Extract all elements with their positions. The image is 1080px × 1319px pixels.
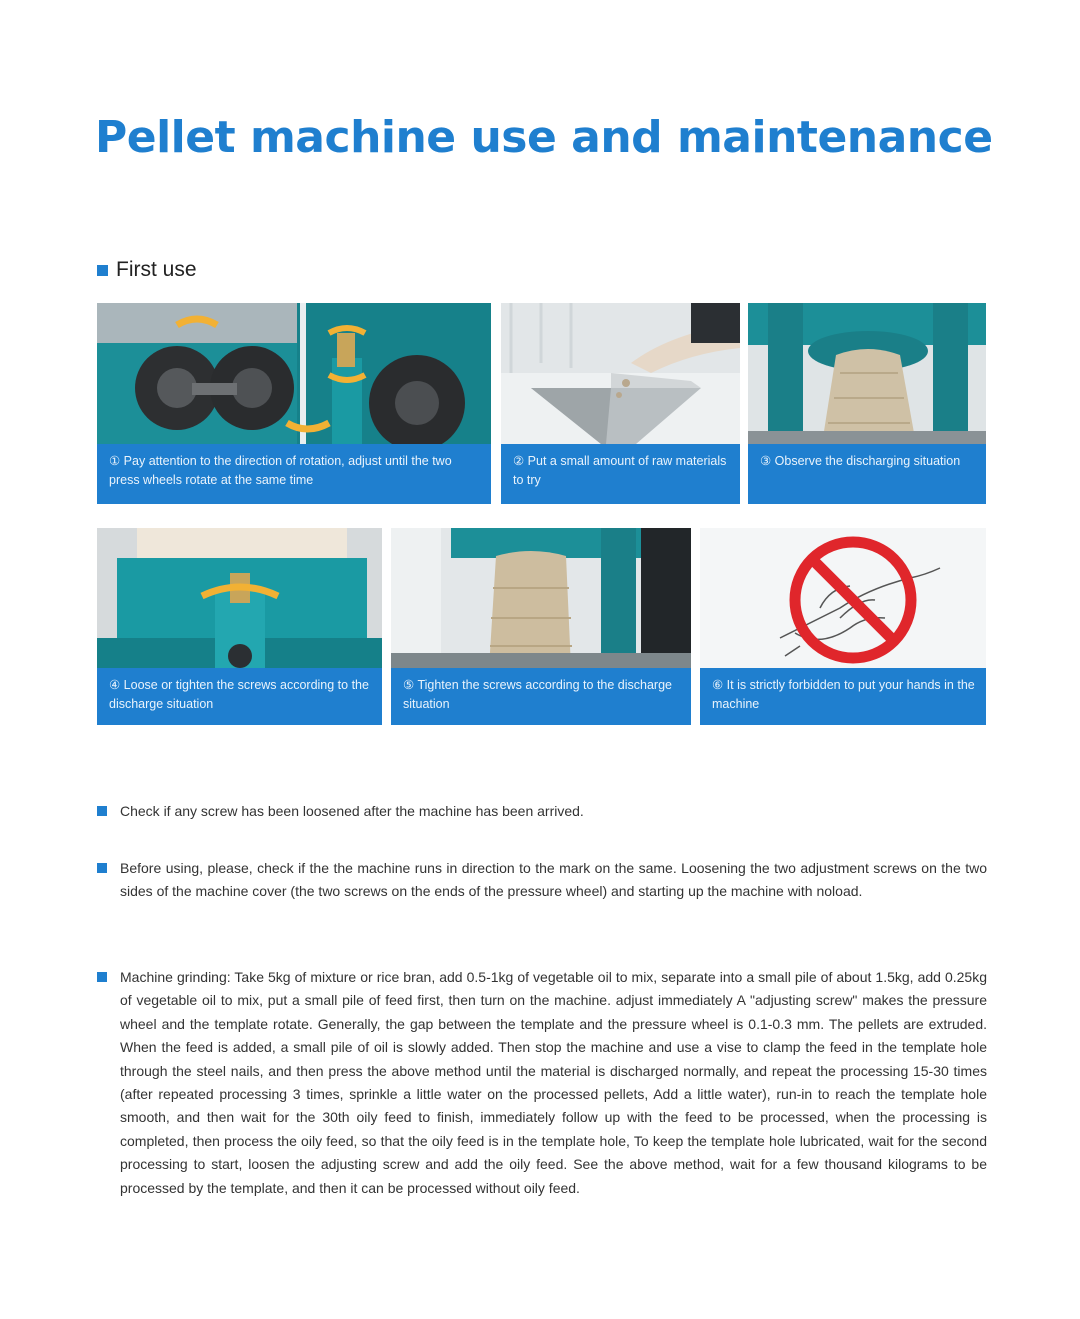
pellets-output-photo bbox=[391, 528, 691, 668]
hopper-feeding-photo bbox=[501, 303, 740, 444]
step-card-3 bbox=[748, 303, 986, 504]
bullet-square-icon bbox=[97, 972, 107, 982]
step-caption: ④ Loose or tighten the screws according to the discharge situation bbox=[97, 668, 382, 725]
step-card-1 bbox=[97, 303, 491, 504]
step-caption: ② Put a small amount of raw materials to try bbox=[501, 444, 740, 504]
bullet-square-icon bbox=[97, 806, 107, 816]
bullet-item bbox=[97, 857, 987, 904]
bullet-square-icon bbox=[97, 863, 107, 873]
step-caption: ⑥ It is strictly forbidden to put your hands in the machine bbox=[700, 668, 986, 725]
screw-adjust-photo bbox=[97, 528, 382, 668]
step-caption: ③ Observe the discharging situation bbox=[748, 444, 986, 504]
page-title: Pellet machine use and maintenance bbox=[95, 112, 993, 163]
bullet-item bbox=[97, 966, 987, 1200]
step-card-5 bbox=[391, 528, 691, 725]
gears-rotation-photo bbox=[97, 303, 491, 444]
discharging-photo bbox=[748, 303, 986, 444]
section-heading-first-use bbox=[97, 258, 197, 282]
step-card-6 bbox=[700, 528, 986, 725]
no-hands-prohibition-icon bbox=[700, 528, 986, 668]
bullet-square-icon bbox=[97, 265, 108, 276]
step-card-2 bbox=[501, 303, 740, 504]
step-card-4 bbox=[97, 528, 382, 725]
step-caption: ① Pay attention to the direction of rotation, adjust until the two press wheels rotate at the same time bbox=[97, 444, 491, 504]
bullet-text: Machine grinding: Take 5kg of mixture or rice bran, add 0.5-1kg of vegetable oil to mix, separate into a small pile of about 1.5kg, add 0.25kg of vegetable oil to mix, put a small pile of feed first, then turn on the machine. adjust immediately A "adjusting screw" makes the pressure wheel and the template rotate. Generally, the gap between the template and the pressure wheel is 0.1-0.3 mm. The pellets are extruded. When the feed is added, a small pile of oil is slowly added. Then stop the machine and use a vise to clamp the feed in the template hole through the steel nails, and then press the above method until the material is discharged normally, and repeat the processing 15-30 times (after repeated processing 3 times, sprinkle a little water on the processed pellets, Add a little water), run-in to reach the template hole smooth, and then wait for the 30th oily feed to finish, immediately follow up with the feed to be processed, when the processing is completed, then process the oily feed, so that the oily feed is in the template hole, To keep the template hole lubricated, wait for the second processing to start, loosen the adjusting screw and add the oily feed. See the above method, wait for a few thousand kilograms to be processed by the template, and then it can be processed without oily feed. bbox=[120, 969, 987, 1196]
bullet-text: Before using, please, check if the the machine runs in direction to the mark on the same. Loosening the two adjustment screws on the two sides of the machine cover (the two screws on the ends of the pressure wheel) and starting up the machine with noload. bbox=[120, 860, 987, 900]
bullet-item bbox=[97, 800, 987, 823]
bullet-text: Check if any screw has been loosened after the machine has been arrived. bbox=[120, 803, 584, 819]
step-caption: ⑤ Tighten the screws according to the discharge situation bbox=[391, 668, 691, 725]
section-label: First use bbox=[116, 258, 197, 281]
